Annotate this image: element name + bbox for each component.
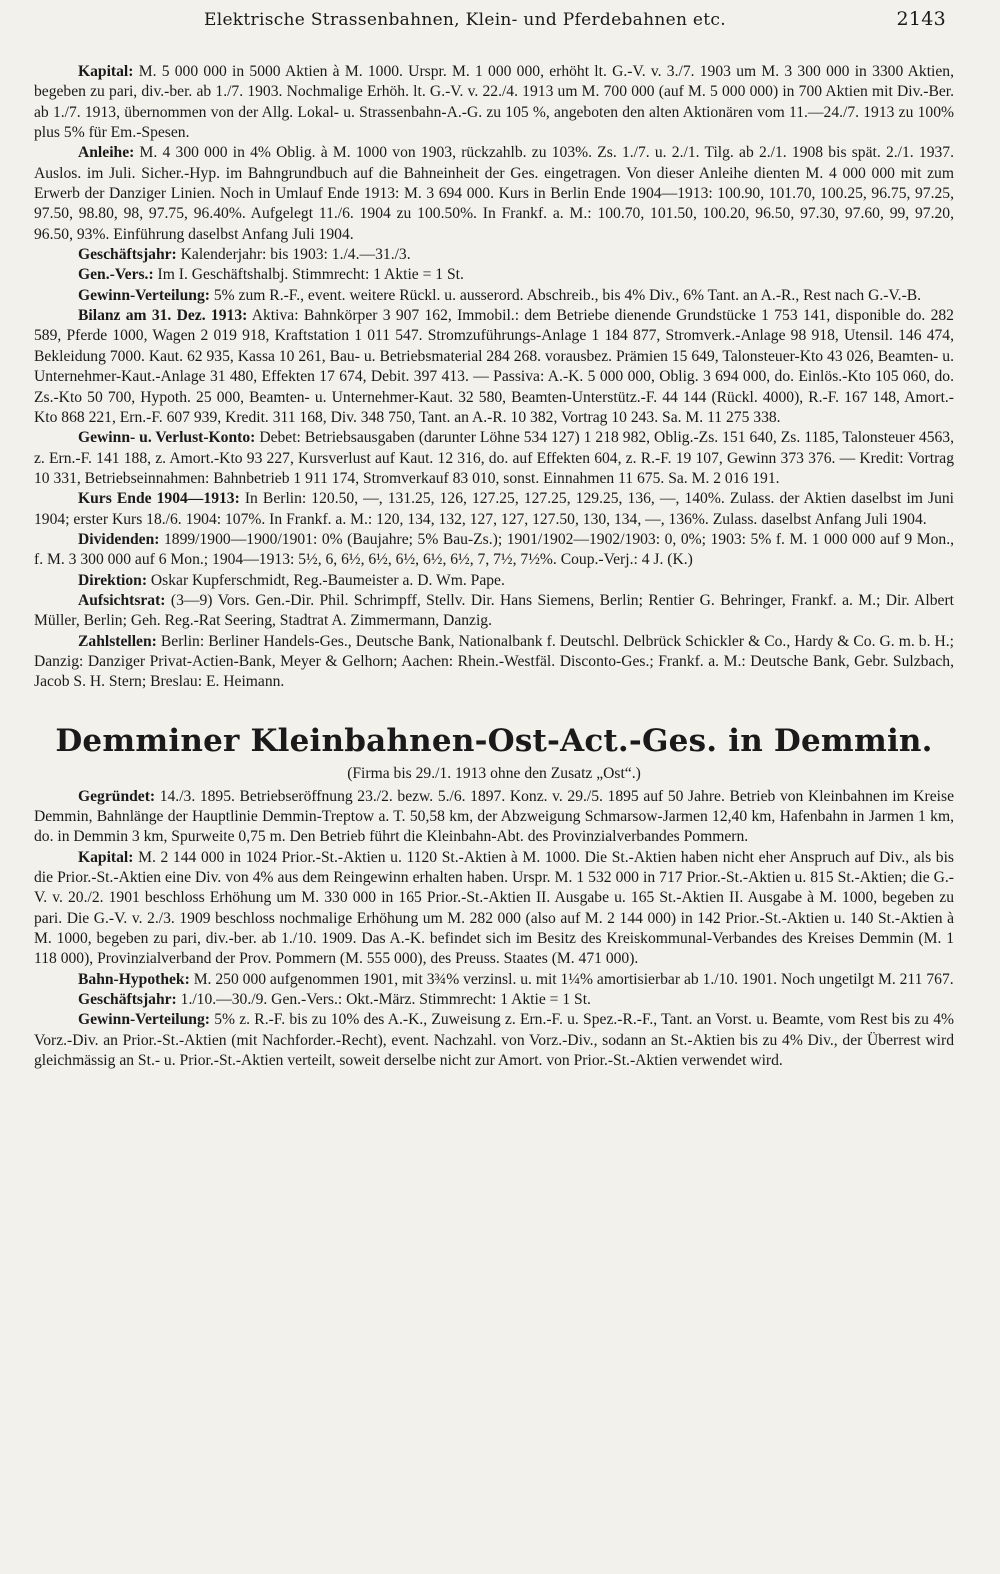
entry-bahn-hypothek xyxy=(34,970,954,990)
entry-label: Gewinn- u. Verlust-Konto: xyxy=(78,429,256,447)
entry-label: Gewinn-Verteilung: xyxy=(78,286,210,304)
entry-label: Geschäftsjahr: xyxy=(78,991,177,1009)
entry-label: Bilanz am 31. Dez. 1913: xyxy=(78,307,248,325)
company-section-demminer xyxy=(34,723,954,1072)
entry-label: Bahn-Hypothek: xyxy=(78,970,190,988)
entry-text: M. 250 000 aufgenommen 1901, mit 3¾% verzinsl. u. mit 1¼% amortisierbar ab 1./10. 1901. Noch ungetilgt M. 211 767. xyxy=(189,970,954,988)
entry-text: Im I. Geschäftshalbj. Stimmrecht: 1 Aktie = 1 St. xyxy=(153,266,464,284)
entry-gewinn-verlust xyxy=(34,428,954,489)
entry-kapital xyxy=(34,62,954,143)
entry-anleihe xyxy=(34,143,954,245)
running-head xyxy=(34,6,954,40)
entry-gegruendet xyxy=(34,787,954,848)
company-subtitle: (Firma bis 29./1. 1913 ohne den Zusatz „Ost“.) xyxy=(347,764,641,782)
entry-text: M. 5 000 000 in 5000 Aktien à M. 1000. Urspr. M. 1 000 000, erhöht lt. G.-V. v. 3./7. 1903 um M. 3 300 000 in 3300 Aktien, begeben zu pari, div.-ber. ab 1./7. 1903. Nochmalige Erhöh. lt. G.-V. v. 22./4. 1913 um M. 700 000 (auf M. 5 000 000) in 700 Aktien mit Div.-Ber. ab 1./7. 1913, übernommen von der Allg. Lokal- u. Strassenbahn-A.-G. zu 105 %, angeboten den alten Aktionären vom 11.—24./7. 1913 zu 100% plus 5% für Em.-Spesen. xyxy=(34,63,954,142)
entry-text: 5% zum R.-F., event. weitere Rückl. u. ausserord. Abschreib., bis 4% Div., 6% Tant. an A.-R., Rest nach G.-V.-B. xyxy=(209,286,922,304)
entry-label: Gegründet: xyxy=(78,787,156,805)
company-section-continued xyxy=(34,62,954,693)
entry-text: 14./3. 1895. Betriebseröffnung 23./2. bezw. 5./6. 1897. Konz. v. 29./5. 1895 auf 50 Jahre. Betrieb von Kleinbahnen im Kreise Demmin, Bahnlänge der Hauptlinie Demmin-Treptow a. T. 50,58 km, der Abzweigung Schmarsow-Jarmen 12,40 km, Hafenbahn in Jarmen 1 km, do. in Demmin 3 km, Spurweite 0,75 m. Den Betrieb führt die Kleinbahn-Abt. des Provinzialverbandes Pommern. xyxy=(34,787,954,846)
entry-aufsichtsrat xyxy=(34,591,954,632)
entry-label: Geschäftsjahr: xyxy=(78,246,177,264)
entry-label: Direktion: xyxy=(78,571,148,589)
entry-text: Oskar Kupferschmidt, Reg.-Baumeister a. D. Wm. Pape. xyxy=(147,571,505,589)
entry-label: Gen.-Vers.: xyxy=(78,266,154,284)
entry-label: Kapital: xyxy=(78,848,134,866)
entry-kapital xyxy=(34,848,954,970)
entry-gen-vers xyxy=(34,265,954,285)
entry-zahlstellen xyxy=(34,632,954,693)
entry-text: Kalenderjahr: bis 1903: 1./4.—31./3. xyxy=(176,246,411,264)
entry-label: Aufsichtsrat: xyxy=(78,591,166,609)
entry-text: Debet: Betriebsausgaben (darunter Löhne 534 127) 1 218 982, Oblig.-Zs. 151 640, Zs. 1185, Talonsteuer 4563, z. Ern.-F. 141 188, z. Amort.-Kto 93 227, Kursverlust auf Kaut. 12 316, do. auf Effekten 604, z. R.-F. 19 107, Gewinn 373 376. — Kredit: Vortrag 10 331, Betriebseinnahmen: Bahnbetrieb 1 911 174, Stromverkauf 83 010, sonst. Einnahmen 11 675. Sa. M. 2 016 191. xyxy=(34,429,954,487)
entry-text: (3—9) Vors. Gen.-Dir. Phil. Schrimpff, Stellv. Dir. Hans Siemens, Berlin; Rentier G. Behringer, Frankf. a. M.; Dir. Albert Müller, Berlin; Geh. Reg.-Rat Seering, Stadtrat A. Zimmermann, Danzig. xyxy=(34,591,954,630)
running-title: Elektrische Strassenbahnen, Klein- und Pferdebahnen etc. xyxy=(204,10,726,30)
entry-label: Dividenden: xyxy=(78,530,160,548)
entry-label: Gewinn-Verteilung: xyxy=(78,1011,210,1029)
entry-gewinn-verteilung xyxy=(34,1010,954,1071)
entry-kurs xyxy=(34,489,954,530)
entry-label: Anleihe: xyxy=(78,144,135,162)
entry-text: Aktiva: Bahnkörper 3 907 162, Immobil.: dem Betriebe dienende Grundstücke 1 753 141, disponible do. 282 589, Pferde 1000, Wagen 2 019 918, Kraftstation 1 011 547. Stromzuführungs-Anlage 1 184 877, Stromverk.-Anlage 98 918, Utensil. 146 474, Bekleidung 7000. Kaut. 62 935, Kassa 10 261, Bau- u. Betriebsmaterial 284 268. vorausbez. Prämien 15 649, Talonsteuer-Kto 43 026, Beamten- u. Unternehmer-Kaut.-Anlage 31 480, Effekten 17 674, Debit. 397 413. — Passiva: A.-K. 5 000 000, Oblig. 3 694 000, do. Einlös.-Kto 105 060, do. Zs.-Kto 50 700, Hypoth. 25 000, Beamten- u. Unternehmer-Kaut. 32 580, Beamten-Unterstütz.-F. 44 144 (Rückl. 4000), R.-F. 167 148, Amort.-Kto 868 221, Ern.-F. 607 939, Kredit. 311 168, Div. 348 750, Tant. an A.-R. 10 382, Vortrag 10 243. Sa. M. 11 275 338. xyxy=(34,307,954,426)
entry-text: 1./10.—30./9. Gen.-Vers.: Okt.-März. Stimmrecht: 1 Aktie = 1 St. xyxy=(176,991,591,1009)
entry-geschaeftsjahr xyxy=(34,990,954,1010)
entry-text: 1899/1900—1900/1901: 0% (Baujahre; 5% Bau-Zs.); 1901/1902—1902/1903: 0, 0%; 1903: 5% f. M. 1 000 000 auf 9 Mon., f. M. 3 300 000 auf 6 Mon.; 1904—1913: 5½, 6, 6½, 6½, 6½, 6½, 6½, 7, 7½, 7½%. Coup.-Verj.: 4 J. (K.) xyxy=(34,530,954,569)
entry-text: M. 2 144 000 in 1024 Prior.-St.-Aktien u. 1120 St.-Aktien à M. 1000. Die St.-Aktien haben nicht eher Anspruch auf Div., als bis die Prior.-St.-Aktien eine Div. von 4% aus dem Reingewinn erhalten haben. Urspr. M. 1 532 000 in 717 Prior.-St.-Aktien u. 815 St.-Aktien; die G.-V. v. 20./2. 1901 beschloss Erhöhung um M. 330 000 in 165 Prior.-St.-Aktien II. Ausgabe u. 165 St.-Aktien II. Ausgabe à M. 1000, begeben zu pari. Die G.-V. v. 2./3. 1909 beschloss nochmalige Erhöhung um M. 282 000 (also auf M. 2 144 000) in 142 Prior.-St.-Aktien u. 140 St.-Aktien à M. 1000, begeben zu pari, div.-ber. ab 1./10. 1909. Das A.-K. befindet sich im Besitz des Kreiskommunal-Verbandes des Kreises Demmin (M. 1 118 000), Provinzialverband der Prov. Pommern (M. 555 000), des Preuss. Staates (M. 471 000). xyxy=(34,848,954,968)
entry-label: Kapital: xyxy=(78,63,134,80)
entry-bilanz xyxy=(34,306,954,428)
entry-gewinn-verteilung xyxy=(34,286,954,306)
entry-label: Kurs Ende 1904—1913: xyxy=(78,490,240,508)
entry-direktion xyxy=(34,571,954,591)
entry-text: Berlin: Berliner Handels-Ges., Deutsche Bank, Nationalbank f. Deutschl. Delbrück Schickler & Co., Hardy & Co. G. m. b. H.; Danzig: Danziger Privat-Actien-Bank, Meyer & Gelhorn; Aachen: Rhein.-Westfäl. Disconto-Ges.; Frankf. a. M.: Deutsche Bank, Gebr. Sulzbach, Jacob S. H. Stern; Breslau: E. Heimann. xyxy=(34,632,954,691)
entry-text: In Berlin: 120.50, —, 131.25, 126, 127.25, 127.25, 129.25, 136, —, 140%. Zulass. der Aktien daselbst im Juni 1904; erster Kurs 18./6. 1904: 107%. In Frankf. a. M.: 120, 134, 132, 127, 127, 127.50, 130, 134, —, 136%. Zulass. daselbst Anfang Juli 1904. xyxy=(34,490,955,528)
page-number: 2143 xyxy=(896,8,946,30)
entry-geschaeftsjahr xyxy=(34,245,954,265)
entry-dividenden xyxy=(34,530,954,571)
entry-text: 5% z. R.-F. bis zu 10% des A.-K., Zuweisung z. Ern.-F. u. Spez.-R.-F., Tant. an Vorst. u. Beamte, vom Rest bis zu 4% Vorz.-Div. an Prior.-St.-Aktien (mit Nachforder.-Recht), event. Nachzahl. von Vorz.-Div., sodann an St.-Aktien bis zu 4% Div., der Überrest wird gleichmässig an St.- u. Prior.-St.-Aktien verteilt, soweit derselbe nicht zur Amort. von Prior.-St.-Aktien verwendet wird. xyxy=(34,1011,954,1070)
entry-text: M. 4 300 000 in 4% Oblig. à M. 1000 von 1903, rückzahlb. zu 103%. Zs. 1./7. u. 2./1. Tilg. ab 2./1. 1908 bis spät. 2./1. 1937. Auslos. im Juli. Sicher.-Hyp. im Bahngrundbuch auf die Bahneinheit der Ges. eingetragen. Von dieser Anleihe dienten M. 4 000 000 mit zum Erwerb der Danziger Linien. Noch in Umlauf Ende 1913: M. 3 694 000. Kurs in Berlin Ende 1904—1913: 100.90, 101.70, 100.25, 96.75, 97.25, 97.50, 98.80, 98, 97.75, 96.40%. Aufgelegt 11./6. 1904 zu 100.50%. In Frankf. a. M.: 100.70, 101.50, 100.20, 96.50, 97.30, 97.60, 99, 97.20, 96.50, 93%. Einführung daselbst Anfang Juli 1904. xyxy=(34,144,954,243)
entry-label: Zahlstellen: xyxy=(78,632,157,650)
company-title: Demminer Kleinbahnen-Ost-Act.-Ges. in Demmin. xyxy=(55,722,933,759)
